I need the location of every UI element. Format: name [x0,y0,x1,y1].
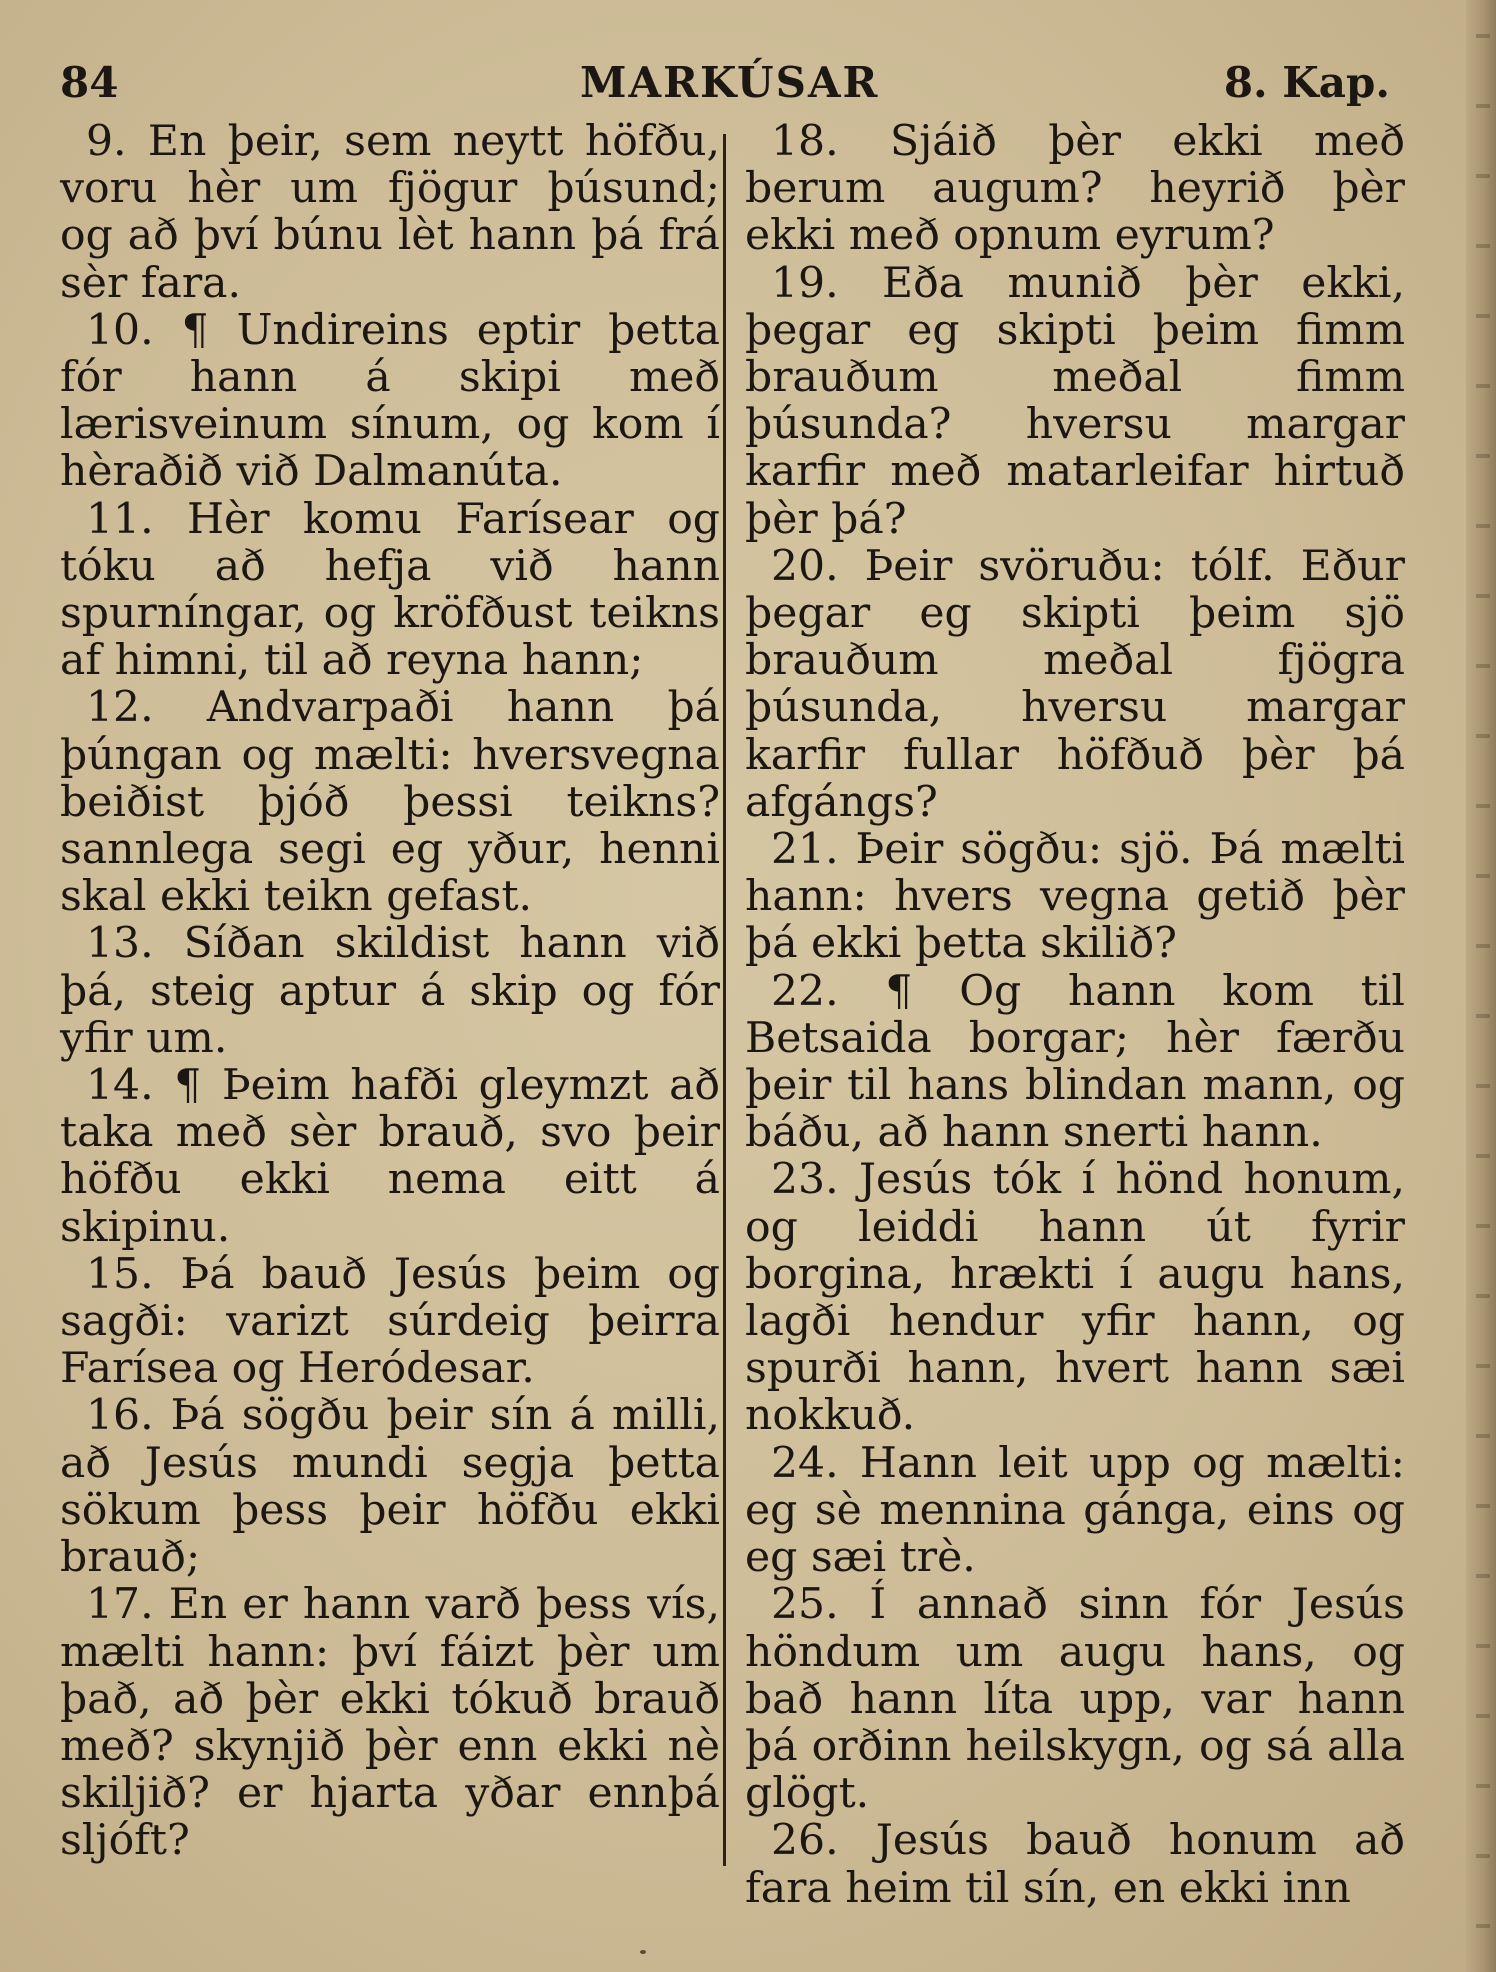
verse-12: 12. Andvarpaði hann þá þúngan og mælti: hversvegna beiðist þjóð þessi teikns? sannlega segi eg yður, henni skal ekki teikn gefast. [60,683,720,922]
verse-26: 26. Jesús bauð honum að fara heim til sín, en ekki inn [745,1816,1405,1913]
ink-speck [640,1950,646,1954]
page-header [60,50,1390,110]
verse-17: 17. En er hann varð þess vís, mælti hann: því fáizt þèr um það, að þèr ekki tókuð brauð með? skynjið þèr enn ekki nè skiljið? er hjarta yðar ennþá sljóft? [60,1580,720,1866]
verse-24: 24. Hann leit upp og mælti: eg sè mennina gánga, eins og eg sæi trè. [745,1438,1405,1583]
verse-22: 22. ¶ Og hann kom til Betsaida borgar; hèr færðu þeir til hans blindan mann, og báðu, að hann snerti hann. [745,966,1405,1158]
verse-15: 15. Þá bauð Jesús þeim og sagði: varizt súrdeig þeirra Farísea og Heródesar. [60,1249,720,1394]
adjacent-page-edge-text [1476,0,1490,1972]
verse-10: 10. ¶ Undireins eptir þetta fór hann á skipi með lærisveinum sínum, og kom í hèraðið við Dalmanúta. [60,305,720,497]
verse-21: 21. Þeir sögðu: sjö. Þá mælti hann: hvers vegna getið þèr þá ekki þetta skilið? [745,825,1405,969]
verse-11: 11. Hèr komu Farísear og tóku að hefja við hann spurníngar, og kröfðust teikns af himni, til að reyna hann; [60,494,720,686]
verse-20: 20. Þeir svöruðu: tólf. Eður þegar eg skipti þeim sjö brauðum meðal fjögra þúsunda, hversu margar karfir fullar höfðuð þèr þá afgángs? [745,541,1405,827]
verse-19: 19. Eða munið þèr ekki, þegar eg skipti þeim fimm brauðum meðal fimm þúsunda? hversu margar karfir með matarleifar hirtuð þèr þá? [745,258,1405,544]
verse-16: 16. Þá sögðu þeir sín á milli, að Jesús mundi segja þetta sökum þess þeir höfðu ekki brauð; [60,1391,720,1583]
right-column [745,118,1405,1912]
verse-9: 9. En þeir, sem neytt höfðu, voru hèr um fjögur þúsund; og að því búnu lèt hann þá frá sèr fara. [60,117,720,308]
chapter-label: 8. Kap. [1223,58,1390,107]
verse-18: 18. Sjáið þèr ekki með berum augum? heyrið þèr ekki með opnum eyrum? [745,117,1405,261]
page-number: 84 [60,58,119,107]
column-divider [723,134,726,1866]
verse-25: 25. Í annað sinn fór Jesús höndum um augu hans, og bað hann líta upp, var hann þá orðinn heilskygn, og sá alla glögt. [745,1580,1405,1819]
verse-14: 14. ¶ Þeim hafði gleymzt að taka með sèr brauð, svo þeir höfðu ekki nema eitt á skipinu. [60,1061,720,1252]
running-title: MARKÚSAR [580,58,880,107]
verse-13: 13. Síðan skildist hann við þá, steig aptur á skip og fór yfir um. [60,919,720,1063]
verse-23: 23. Jesús tók í hönd honum, og leiddi hann út fyrir borgina, hrækti í augu hans, lagði hendur yfir hann, og spurði hann, hvert hann sæi nokkuð. [745,1155,1405,1441]
left-column [60,118,720,1865]
